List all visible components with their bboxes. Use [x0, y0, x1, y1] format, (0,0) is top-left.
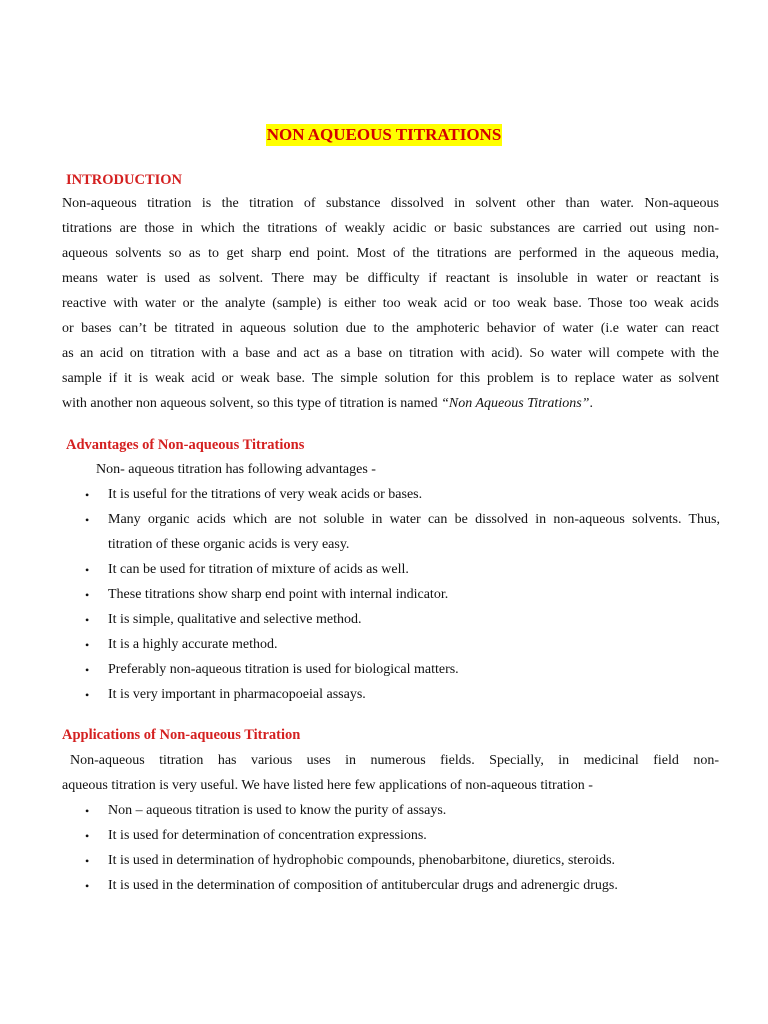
- advantage-item: It is simple, qualitative and selective method.: [108, 612, 362, 627]
- advantages-heading: Advantages of Non-aqueous Titrations: [66, 437, 305, 453]
- intro-line: Non-aqueous titration is the titration of substance dissolved in solvent other than water. Non-aqueous: [62, 196, 719, 211]
- bullet-icon: •: [85, 613, 90, 627]
- advantage-item: It is useful for the titrations of very weak acids or bases.: [108, 487, 423, 502]
- bullet-icon: •: [85, 854, 90, 868]
- application-item: It is used in determination of hydrophobic compounds, phenobarbitone, diuretics, steroids.: [108, 853, 616, 868]
- intro-line: aqueous solvents so as to get sharp end point. Most of the titrations are performed in the aqueous media,: [62, 246, 719, 261]
- bullet-icon: •: [85, 804, 90, 818]
- bullet-icon: •: [85, 879, 90, 893]
- application-item: It is used in the determination of composition of antitubercular drugs and adrenergic drugs.: [108, 878, 618, 893]
- intro-line: sample if it is weak acid or weak base. The simple solution for this problem is to replace water as solvent: [62, 371, 719, 386]
- bullet-icon: •: [85, 829, 90, 843]
- page-title: NON AQUEOUS TITRATIONS: [266, 125, 502, 144]
- advantage-item: Many organic acids which are not soluble in water can be dissolved in non-aqueous solvents. Thus,: [108, 512, 720, 527]
- advantages-intro: Non- aqueous titration has following advantages -: [96, 462, 376, 477]
- bullet-icon: •: [85, 513, 90, 527]
- bullet-icon: •: [85, 663, 90, 677]
- advantage-item-continuation: titration of these organic acids is very easy.: [108, 537, 350, 552]
- intro-line: titrations are those in which the titrations of weakly acidic or basic substances are carried out using non-: [62, 221, 719, 236]
- intro-line: or bases can’t be titrated in aqueous solution due to the amphoteric behavior of water (i.e water can react: [62, 321, 719, 336]
- applications-intro-line: Non-aqueous titration has various uses in numerous fields. Specially, in medicinal field non-: [70, 753, 719, 768]
- intro-last-line: [62, 395, 593, 413]
- title-wrapper: [0, 124, 768, 146]
- intro-last-line-text: with another non aqueous solvent, so this type of titration is named: [62, 396, 442, 411]
- advantage-item: It is a highly accurate method.: [108, 637, 278, 652]
- intro-line: as an acid on titration with a base and act as a base on titration with acid). So water will compete with the: [62, 346, 719, 361]
- bullet-icon: •: [85, 588, 90, 602]
- application-item: It is used for determination of concentration expressions.: [108, 828, 427, 843]
- bullet-icon: •: [85, 488, 90, 502]
- advantage-item: Preferably non-aqueous titration is used for biological matters.: [108, 662, 459, 677]
- intro-line: reactive with water or the analyte (sample) is either too weak acid or too weak base. Those too weak acids: [62, 296, 719, 311]
- advantage-item: These titrations show sharp end point with internal indicator.: [108, 587, 449, 602]
- bullet-icon: •: [85, 638, 90, 652]
- advantage-item: It is very important in pharmacopoeial assays.: [108, 687, 366, 702]
- introduction-heading: INTRODUCTION: [66, 172, 183, 188]
- applications-intro-line: aqueous titration is very useful. We have listed here few applications of non-aqueous titration -: [62, 778, 593, 793]
- applications-heading: Applications of Non-aqueous Titration: [62, 727, 301, 743]
- bullet-icon: •: [85, 688, 90, 702]
- intro-emphasis: “Non Aqueous Titrations”: [441, 396, 590, 411]
- advantage-item: It can be used for titration of mixture of acids as well.: [108, 562, 409, 577]
- application-item: Non – aqueous titration is used to know the purity of assays.: [108, 803, 447, 818]
- intro-line: means water is used as solvent. There may be difficulty if reactant is insoluble in water or reactant is: [62, 271, 719, 286]
- bullet-icon: •: [85, 563, 90, 577]
- intro-last-line-end: .: [589, 396, 593, 411]
